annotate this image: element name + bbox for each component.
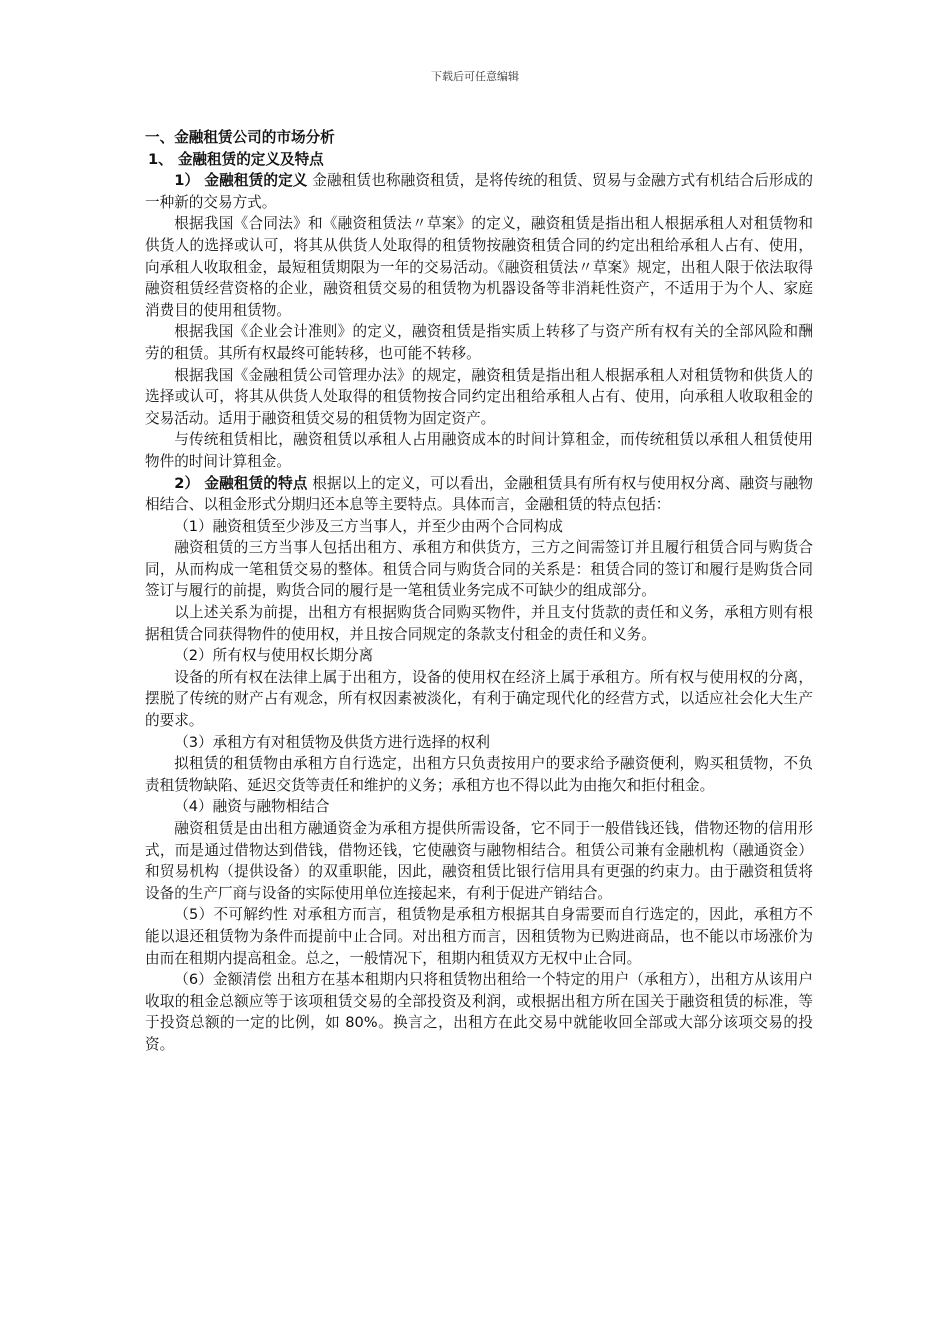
- feature-5-paragraph: （5）不可解约性 对承租方而言，租赁物是承租方根据其自身需要而自行选定的，因此，承租方不能以退还租赁物为条件而提前中止合同。对出租方而言，因租赁物为已购进商品，也不能以市场涨价为由而在租期内提高租金。总之，一般情况下，租期内租赁双方无权中止合同。: [145, 906, 813, 967]
- definition-lead: 1） 金融租赁的定义: [174, 172, 308, 190]
- feature-1-paragraph: 以上述关系为前提，出租方有根据购货合同购买物件，并且支付货款的责任和义务，承租方则有根据租赁合同获得物件的使用权，并且按合同规定的条款支付租金的责任和义务。: [145, 604, 813, 643]
- section-heading: 一、金融租赁公司的市场分析: [145, 129, 335, 146]
- management-measures-paragraph: 根据我国《金融租赁公司管理办法》的规定，融资租赁是指出租人根据承租人对租赁物和供货人的选择或认可，将其从供货人处取得的租赁物按合同约定出租给承租人占有、使用，向承租人收取租金的交易活动。适用于融资租赁交易的租赁物为固定资产。: [145, 366, 813, 427]
- features-paragraph: [145, 473, 813, 516]
- comparison-paragraph: 与传统租赁相比，融资租赁以承租人占用融资成本的时间计算租金，而传统租赁以承租人租赁使用物件的时间计算租金。: [145, 431, 813, 470]
- feature-3-title: （3）承租方有对租赁物及供货方进行选择的权利: [174, 733, 490, 751]
- subsection-heading: 1、 金融租赁的定义及特点: [148, 150, 324, 168]
- feature-6-paragraph: （6）金额清偿 出租方在基本租期内只将租赁物出租给一个特定的用户（承租方），出租方从该用户收取的租金总额应等于该项租赁交易的全部投资及利润，或根据出租方所在国关于融资租赁的标准，等于投资总额的一定的比例，如 80%。换言之，出租方在此交易中就能收回全部或大部分该项交易的投资。: [145, 971, 813, 1053]
- feature-4-paragraph: 融资租赁是由出租方融通资金为承租方提供所需设备，它不同于一般借钱还钱，借物还物的信用形式，而是通过借物达到借钱，借物还钱，它使融资与融物相结合。租赁公司兼有金融机构（融通资金）和贸易机构（提供设备）的双重职能，因此，融资租赁比银行信用具有更强的约束力。由于融资租赁将设备的生产厂商与设备的实际使用单位连接起来，有利于促进产销结合。: [145, 820, 813, 902]
- feature-3-paragraph: 拟租赁的租赁物由承租方自行选定，出租方只负责按用户的要求给予融资便利，购买租赁物，不负责租赁物缺陷、延迟交货等责任和维护的义务；承租方也不得以此为由拖欠和拒付租金。: [145, 755, 813, 794]
- features-lead: 2） 金融租赁的特点: [174, 474, 308, 492]
- accounting-standard-paragraph: 根据我国《企业会计准则》的定义，融资租赁是指实质上转移了与资产所有权有关的全部风险和酬劳的租赁。其所有权最终可能转移，也可能不转移。: [145, 323, 813, 362]
- feature-1-paragraph: 融资租赁的三方当事人包括出租方、承租方和供货方，三方之间需签订并且履行租赁合同与购货合同，从而构成一笔租赁交易的整体。租赁合同与购货合同的关系是：租赁合同的签订和履行是购货合同签订与履行的前提，购货合同的履行是一笔租赁业务完成不可缺少的组成部分。: [145, 539, 813, 600]
- document-body: [145, 127, 813, 1056]
- features-text: 根据以上的定义，可以看出，金融租赁具有所有权与使用权分离、融资与融物相结合、以租金形式分期归还本息等主要特点。具体而言，金融租赁的特点包括：: [145, 474, 813, 514]
- contract-law-paragraph: 根据我国《合同法》和《融资租赁法〃草案》的定义，融资租赁是指出租人根据承租人对租赁物和供货人的选择或认可，将其从供货人处取得的租赁物按融资租赁合同的约定出租给承租人占有、使用，向承租人收取租金，最短租赁期限为一年的交易活动。《融资租赁法〃草案》规定，出租人限于依法取得融资租赁经营资格的企业，融资租赁交易的租赁物为机器设备等非消耗性资产，不适用于为个人、家庭消费目的使用租赁物。: [145, 215, 813, 319]
- definition-text: 金融租赁也称融资租赁，是将传统的租赁、贸易与金融方式有机结合后形成的一种新的交易方式。: [145, 172, 813, 211]
- feature-4-title: （4）融资与融物相结合: [174, 798, 330, 816]
- page-header: 下载后可任意编辑: [431, 70, 519, 83]
- feature-1-title: （1）融资租赁至少涉及三方当事人，并至少由两个合同构成: [174, 517, 563, 535]
- feature-2-paragraph: 设备的所有权在法律上属于出租方，设备的使用权在经济上属于承租方。所有权与使用权的分离，摆脱了传统的财产占有观念，所有权因素被淡化，有利于确定现代化的经营方式，以适应社会化大生产的要求。: [145, 668, 813, 730]
- definition-paragraph: [145, 170, 813, 213]
- feature-2-title: （2）所有权与使用权长期分离: [174, 647, 374, 665]
